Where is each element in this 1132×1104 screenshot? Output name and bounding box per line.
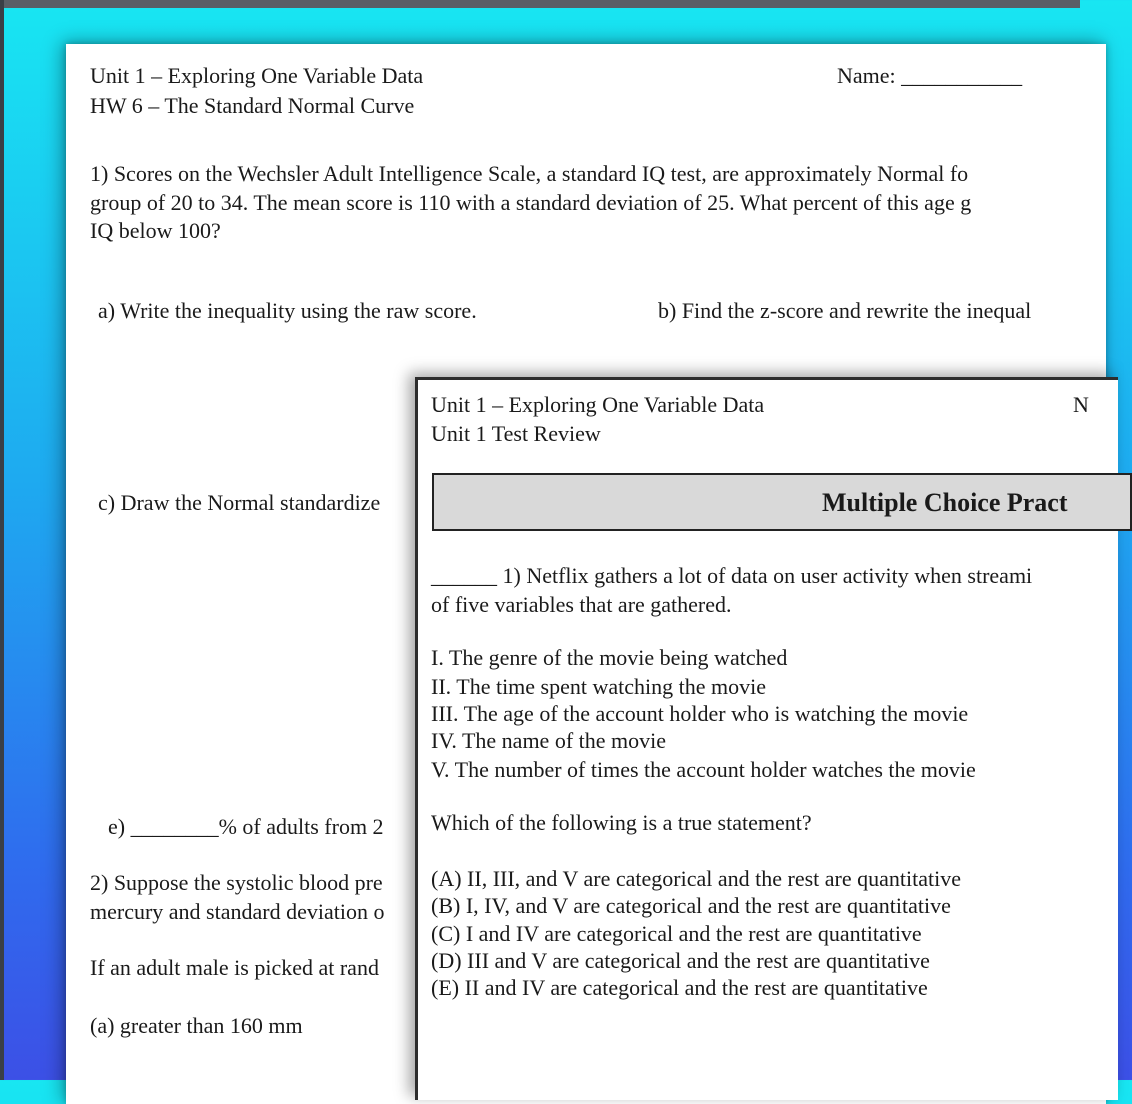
- front-name-fragment: N: [1073, 392, 1089, 417]
- back-part-c: c) Draw the Normal standardize: [98, 490, 381, 515]
- left-frame-band: [0, 0, 4, 1080]
- back-part-b: b) Find the z-score and rewrite the inequal: [658, 298, 1032, 323]
- variable-item: V. The number of times the account holder watches the movie: [431, 757, 976, 782]
- front-q1-line1: ______ 1) Netflix gathers a lot of data on user activity when streami: [431, 563, 1033, 588]
- answer-choice: (B) I, IV, and V are categorical and the rest are quantitative: [431, 893, 951, 918]
- back-part-e: e) ________% of adults from 2: [108, 814, 384, 839]
- back-q1-line1: 1) Scores on the Wechsler Adult Intelligence Scale, a standard IQ test, are approximately Normal fo: [90, 161, 969, 186]
- variable-item: I. The genre of the movie being watched: [431, 645, 788, 670]
- back-q1-line2: group of 20 to 34. The mean score is 110 with a standard deviation of 25. What percent of this age g: [90, 190, 972, 215]
- back-part-a: a) Write the inequality using the raw score.: [98, 298, 477, 323]
- question-prompt: Which of the following is a true statement?: [431, 810, 812, 835]
- top-frame-band: [0, 0, 1080, 8]
- back-q2-line2: mercury and standard deviation o: [90, 899, 385, 924]
- back-q2-line1: 2) Suppose the systolic blood pre: [90, 870, 383, 895]
- answer-choice: (D) III and V are categorical and the rest are quantitative: [431, 948, 930, 973]
- variable-item: II. The time spent watching the movie: [431, 674, 767, 699]
- banner-title: Multiple Choice Pract: [822, 488, 1068, 517]
- back-name-field: Name: ___________: [837, 63, 1023, 88]
- variable-item: IV. The name of the movie: [431, 728, 667, 753]
- back-q1-line3: IQ below 100?: [90, 218, 221, 243]
- back-q2-line3: If an adult male is picked at rand: [90, 955, 379, 980]
- front-q1-line2: of five variables that are gathered.: [431, 592, 732, 617]
- variable-item: III. The age of the account holder who is watching the movie: [431, 701, 969, 726]
- answer-choice: (E) II and IV are categorical and the rest are quantitative: [431, 975, 928, 1000]
- front-review-title: Unit 1 Test Review: [431, 421, 601, 446]
- answer-choice: (A) II, III, and V are categorical and the rest are quantitative: [431, 866, 961, 891]
- test-review-page: [415, 377, 1118, 1100]
- front-unit-title: Unit 1 – Exploring One Variable Data: [431, 392, 765, 417]
- back-hw-title: HW 6 – The Standard Normal Curve: [90, 93, 415, 118]
- answer-choice: (C) I and IV are categorical and the rest are quantitative: [431, 921, 922, 946]
- back-unit-title: Unit 1 – Exploring One Variable Data: [90, 63, 424, 88]
- multiple-choice-banner: [432, 473, 1132, 531]
- back-q2-part-a: (a) greater than 160 mm: [90, 1013, 303, 1038]
